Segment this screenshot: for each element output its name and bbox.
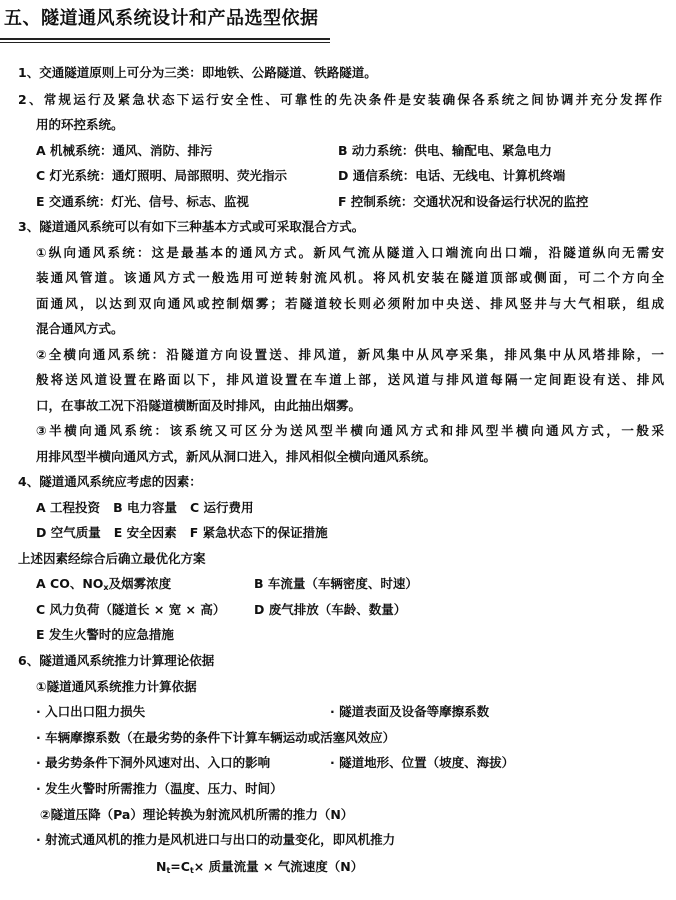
system-d: D 通信系统：电话、无线电、计算机终端 xyxy=(338,168,566,183)
bullet-entrance-loss: · 入口出口阻力损失 xyxy=(36,704,146,719)
bullet-wind-speed: · 最劣势条件下洞外风速对出、入口的影响 xyxy=(36,755,271,770)
bullet-vehicle-friction: · 车辆摩擦系数（在最劣势的条件下计算车辆运动或活塞风效应） xyxy=(36,730,396,745)
bullet-terrain: · 隧道地形、位置（坡度、海拔） xyxy=(330,755,515,770)
option-d: D 废气排放（车龄、数量） xyxy=(254,602,407,617)
mode-1-line-4: 混合通风方式。 xyxy=(36,321,124,336)
formula-equals-c: =C xyxy=(170,859,190,874)
system-a: A 机械系统：通风、消防、排污 xyxy=(36,143,213,158)
option-e: E 发生火警时的应急措施 xyxy=(36,627,174,642)
option-a-subscript: x xyxy=(103,583,109,592)
optimization-heading: 上述因素经综合后确立最优化方案 xyxy=(18,551,206,566)
mode-2-line-1: ②全横向通风系统：沿隧道方向设置送、排风道，新风集中从风亭采集，排风集中从风塔排除，一 xyxy=(36,347,664,362)
calc-basis-1: ①隧道通风系统推力计算依据 xyxy=(36,679,197,694)
mode-1-line-3: 面通风，以达到双向通风或控制烟雾；若隧道较长则必须附加中央送、排风竖井与大气相联，组成 xyxy=(36,296,664,311)
factors-row-2: D 空气质量 E 安全因素 F 紧急状态下的保证措施 xyxy=(36,525,328,540)
option-a xyxy=(36,577,171,595)
formula-n-subscript: t xyxy=(166,866,171,875)
bullet-surface-friction: · 隧道表面及设备等摩擦系数 xyxy=(330,704,490,719)
mode-1-line-2: 装通风管道。该通风方式一般选用可逆转射流风机。将风机安装在隧道顶部或侧面，可二个方向全 xyxy=(36,270,664,285)
system-b: B 动力系统：供电、输配电、紧急电力 xyxy=(338,143,552,158)
system-e: E 交通系统：灯光、信号、标志、监视 xyxy=(36,194,249,209)
mode-3-line-1: ③半横向通风系统：该系统又可区分为送风型半横向通风方式和排风型半横向通风方式，一般采 xyxy=(36,423,664,438)
mode-3-line-2: 用排风型半横向通风方式，新风从洞口进入，排风相似全横向通风系统。 xyxy=(36,449,437,464)
item-2-line-1: 2、常规运行及紧急状态下运行安全性、可靠性的先决条件是安装确保各系统之间协调并充分发挥作 xyxy=(18,92,662,107)
heading-underline xyxy=(0,38,330,40)
section-heading: 五、隧道通风系统设计和产品选型依据 xyxy=(4,8,319,29)
option-c: C 风力负荷（隧道长 × 宽 × 高） xyxy=(36,602,226,617)
formula-rest: × 质量流量 × 气流速度（N） xyxy=(193,859,364,874)
formula-c-subscript: t xyxy=(189,866,194,875)
factors-row-1: A 工程投资 B 电力容量 C 运行费用 xyxy=(36,500,254,515)
calc-basis-2: ②隧道压降（Pa）理论转换为射流风机所需的推力（N） xyxy=(40,807,354,822)
item-6: 6、隧道通风系统推力计算理论依据 xyxy=(18,653,215,668)
thrust-formula xyxy=(156,860,363,878)
item-2-line-2: 用的环控系统。 xyxy=(36,117,124,132)
bullet-fire-thrust: · 发生火警时所需推力（温度、压力、时间） xyxy=(36,781,283,796)
item-1: 1、交通隧道原则上可分为三类：即地铁、公路隧道、铁路隧道。 xyxy=(18,65,377,80)
option-a-prefix: A CO、NO xyxy=(36,576,104,591)
heading-underline-thin xyxy=(0,42,330,43)
mode-2-line-3: 口，在事故工况下沿隧道横断面及时排风，由此抽出烟雾。 xyxy=(36,398,362,413)
system-f: F 控制系统：交通状况和设备运行状况的监控 xyxy=(338,194,589,209)
mode-2-line-2: 般将送风道设置在路面以下，排风道设置在车道上部，送风道与排风道每隔一定间距设有送、排风 xyxy=(36,372,664,387)
formula-n: N xyxy=(156,859,167,874)
item-4: 4、隧道通风系统应考虑的因素： xyxy=(18,474,202,489)
system-c: C 灯光系统：通灯照明、局部照明、荧光指示 xyxy=(36,168,288,183)
option-b: B 车流量（车辆密度、时速） xyxy=(254,576,418,591)
bullet-jet-fan: · 射流式通风机的推力是风机进口与出口的动量变化，即风机推力 xyxy=(36,832,396,847)
item-3: 3、隧道通风系统可以有如下三种基本方式或可采取混合方式。 xyxy=(18,219,365,234)
mode-1-line-1: ①纵向通风系统：这是最基本的通风方式。新风气流从隧道入口端流向出口端，沿隧道纵向无需安 xyxy=(36,245,664,260)
option-a-suffix: 及烟雾浓度 xyxy=(108,576,172,591)
